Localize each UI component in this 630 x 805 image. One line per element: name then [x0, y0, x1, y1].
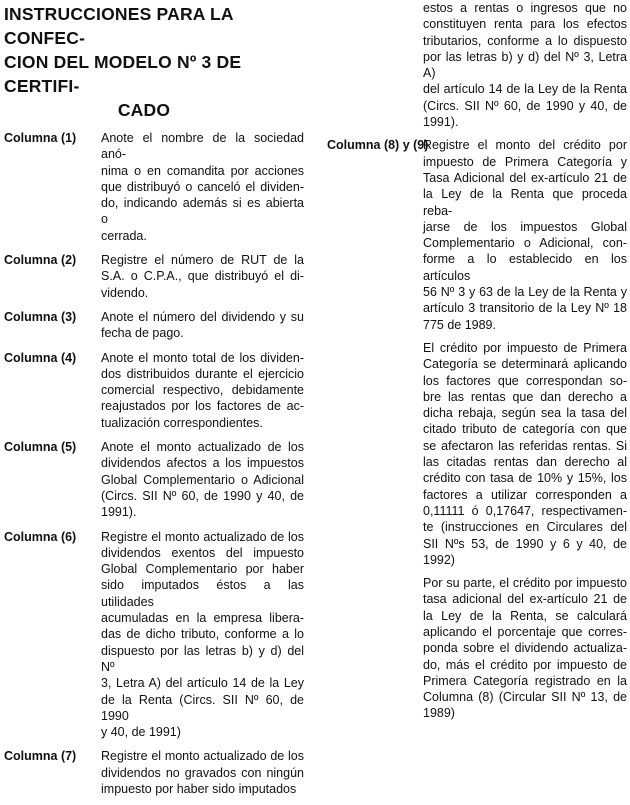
paragraph-line: 0,11111 ó 0,17647, respectivamen- [423, 503, 627, 518]
paragraph-line: los factores que correspondan so- [423, 373, 627, 388]
paragraph-line: do, más el crédito por impuesto de [423, 657, 627, 672]
entry-text-line: que distribuyó o canceló el dividen- [101, 179, 304, 194]
paragraph-line: ponda sobre el dividendo actualiza- [423, 641, 627, 656]
paragraph-line: Primera Categoría registrado en la [423, 673, 627, 688]
entry-label: Columna (4) [4, 350, 77, 365]
entry-text-line: nima o en comandita por acciones [101, 163, 304, 178]
continuation-line: 1991). [423, 115, 459, 130]
entry-text [101, 529, 304, 741]
entry-label: Columna (3) [4, 309, 77, 324]
right-paragraphs [327, 340, 627, 722]
entry-text-line: Complementario o Adicional, con- [423, 236, 627, 251]
paragraph-line: te (instrucciones en Circulares del [423, 520, 627, 535]
entry-text-line: 775 de 1989. [423, 317, 496, 332]
right-column [327, 0, 627, 722]
entry-text [101, 439, 304, 520]
entry-text-line: reajustados por los factores de ac- [101, 399, 304, 414]
entry-label: Columna (7) [4, 749, 77, 764]
entry-text-line: comercial respectivo, debidamente [101, 383, 304, 398]
entry-text-line: 56 Nº 3 y 63 de la Ley de la Renta y [423, 285, 627, 300]
entry-text-line: 3, Letra A) del artículo 14 de la Ley [101, 676, 304, 691]
entry-text-line: S.A. o C.P.A., que distribuyó el di- [101, 269, 304, 284]
entry-text [101, 350, 304, 431]
paragraph-line: crédito con tasa de 10% y 15%, los [423, 471, 627, 486]
paragraph-2 [327, 575, 627, 722]
entry-columna-5 [4, 439, 304, 520]
entry-columna-1 [4, 130, 304, 244]
entry-text-line: dividendos no gravados con ningún [101, 765, 304, 780]
entry-text-line: fecha de pago. [101, 326, 184, 341]
entry-text-line: jarse de los impuestos Global [423, 219, 627, 234]
entry-text-line: dispuesto por las letras b) y d) del Nº [101, 643, 304, 674]
entry-text [423, 137, 627, 333]
entry-text-line: acumuladas en la empresa libera- [101, 611, 304, 626]
entry-text-line: das de dicho tributo, conforme a lo [101, 627, 304, 642]
entry-label: Columna (1) [4, 131, 77, 145]
entry-text-line: Anote el número del dividendo y su [101, 309, 304, 324]
entry-text-line: sido imputados éstos a las utilidades [101, 578, 304, 609]
entry-text-line: dividendos exentos del impuesto [101, 545, 304, 560]
paragraph-line: 1989) [423, 706, 455, 721]
paragraph-line: se afectaron las referidas rentas. Si [423, 438, 627, 453]
paragraph-line: tasa adicional del ex-artículo 21 de [423, 592, 627, 607]
entry-columna-2 [4, 252, 304, 301]
left-column [4, 2, 304, 805]
continuation-line: constituyen renta para los efectos [423, 17, 627, 32]
entry-text-line: Global Complementario o Adicional [101, 472, 304, 487]
entry-text-line: Tasa Adicional del ex-artículo 21 de [423, 170, 627, 185]
entry-text [101, 748, 304, 797]
continuation-line: por las letras b) y d) del Nº 3, Letra A) [423, 49, 627, 81]
paragraph-line: bre las rentas que dan derecho a [423, 389, 627, 404]
entry-text-line: do, indicando además si es abierta o [101, 196, 304, 227]
entry-text [101, 130, 304, 244]
entry-columna-4 [4, 350, 304, 431]
entry-text-line: (Circs. SII Nº 60, de 1990 y 40, de [101, 488, 304, 503]
paragraph-line: Columna (8) (Circular SII Nº 13, de [423, 690, 627, 705]
continuation-line: (Circs. SII Nº 60, de 1990 y 40, de [423, 98, 627, 113]
entry-columna-3 [4, 309, 304, 342]
entry-text-line: Registre el monto actualizado de los [101, 749, 304, 764]
entry-text-line: la Ley de la Renta que proceda reba- [423, 187, 627, 218]
entry-text-line: de la Renta (Circs. SII Nº 60, de 1990 [101, 692, 304, 723]
entry-text-line: cerrada. [101, 228, 147, 243]
entry-text-line: Anote el monto actualizado de los [101, 440, 304, 455]
entry-text [101, 309, 304, 342]
entry-text-line: impuesto por haber sido imputados [101, 781, 297, 796]
paragraph-line: El crédito por impuesto de Primera [423, 340, 627, 355]
page-title [4, 2, 304, 122]
entry-text-line: Anote el nombre de la sociedad anó- [101, 131, 304, 162]
entry-text-line: 1991). [101, 505, 137, 520]
entry-label: Columna (8) y (9) [327, 138, 429, 153]
paragraph-line: la Ley de la Renta, se calculará [423, 608, 627, 623]
paragraph-1 [327, 340, 627, 568]
entry-text-line: y 40, de 1991) [101, 725, 181, 740]
entry-label: Columna (2) [4, 253, 77, 268]
paragraph-line: Por su parte, el crédito por impuesto [423, 576, 627, 591]
entry-text-line: dos distribuidos durante el ejercicio [101, 366, 304, 381]
entry-text-line: dividendos afectos a los impuestos [101, 456, 304, 471]
paragraph-line: aplicando el porcentaje que corres- [423, 624, 627, 639]
paragraph-line: las citadas rentas dan derecho al [423, 455, 627, 470]
paragraph-line: factores a utilizar corresponden a [423, 487, 627, 502]
paragraph-line: SII Nºs 53, de 1990 y 6 y 40, de 1992) [423, 536, 627, 567]
entry-text-line: impuesto de Primera Categoría y [423, 154, 627, 169]
entry-columna-7 [4, 748, 304, 797]
continuation-line: tributarios, conforme a lo dispuesto [423, 33, 627, 48]
entry-text-line: Global Complementario por haber [101, 562, 304, 577]
entry-text-line: Registre el número de RUT de la [101, 253, 304, 268]
paragraph-line: citado tributo de categoría con que [423, 422, 627, 437]
continuation-line: del artículo 14 de la Ley de la Renta [423, 82, 627, 97]
paragraph-line: Categoría se determinará aplicando [423, 357, 627, 372]
entry-text-line: videndo. [101, 285, 149, 300]
continuation-line: estos a rentas o ingresos que no [423, 1, 627, 15]
title-line-3: CADO [117, 100, 171, 120]
entry-columna-8-9 [327, 137, 627, 333]
entry-text-line: artículo 3 transitorio de la Ley Nº 18 [423, 301, 627, 316]
left-entries [4, 130, 304, 797]
entry-text-line: Anote el monto total de los dividen- [101, 350, 304, 365]
paragraph-line: dicha rebaja, según sea la tasa del [423, 406, 627, 421]
title-line-2: CION DEL MODELO Nº 3 DE CERTIFI- [4, 52, 242, 96]
entry-text [101, 252, 304, 301]
entry-text-line: forme a lo establecido en los artículos [423, 252, 627, 283]
entry-label: Columna (6) [4, 529, 77, 544]
entry-text-line: tualización correspondientes. [101, 415, 263, 430]
entry-text-line: Registre el monto actualizado de los [101, 529, 304, 544]
column-7-continuation [327, 0, 627, 130]
entry-label: Columna (5) [4, 440, 77, 455]
entry-text-line: Registre el monto del crédito por [423, 138, 627, 153]
title-line-1: INSTRUCCIONES PARA LA CONFEC- [4, 4, 234, 48]
entry-columna-6 [4, 529, 304, 741]
